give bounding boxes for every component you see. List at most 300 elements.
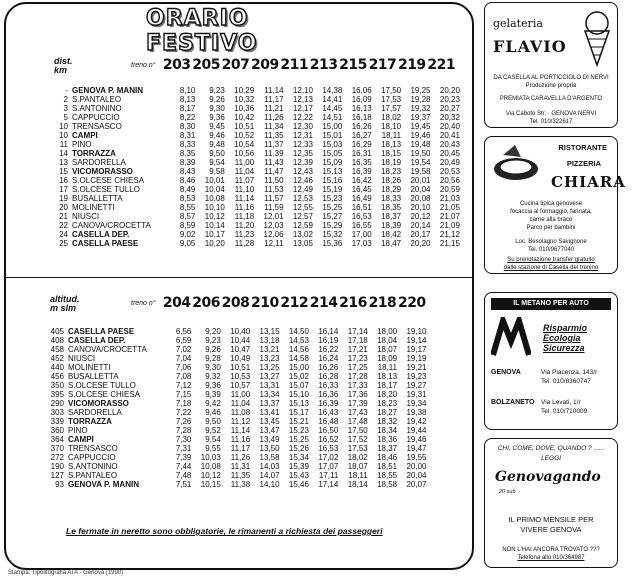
genovagando-brand: Genovagando [495,469,601,485]
timetable-row [54,185,460,194]
row-time: 12,49 [292,185,313,194]
row-time: 11,43 [264,158,284,167]
metano-banner: IL METANO PER AUTO [491,298,611,310]
metano-city-1: GENOVA [491,369,521,376]
row-station: MOLINETTI [68,363,111,372]
flavio-production: Produzione propria [525,83,577,89]
row-time: 7,06 [175,363,192,372]
row-time: 21,03 [439,194,460,203]
row-time: 18,00 [377,327,398,336]
row-station: CANOVA/CROCETTA [72,221,151,230]
row-time: 11,20 [234,221,255,230]
train-number: 210 [251,295,279,311]
row-station: TORRAZZA [72,149,116,158]
row-time: 15,26 [288,444,309,453]
row-time: 13,15 [259,327,280,336]
pizza-plate-icon [491,143,541,183]
row-time: 13,45 [259,417,280,426]
row-time: 15,39 [288,462,309,471]
row-time: 7,18 [175,399,192,408]
row-distance: 452 [50,354,64,363]
row-time: 11,35 [264,131,284,140]
row-station: S.ANTONINO [72,104,122,113]
row-time: 10,47 [230,345,251,354]
train-number: 217 [368,57,397,73]
row-time: 11,10 [234,185,255,194]
ice-cream-cone-icon [579,9,615,69]
train-number: 204 [162,295,191,311]
row-time: 20,32 [439,113,460,122]
row-time: 20,49 [439,158,460,167]
row-station: S.OLCESE CHIESA [68,390,141,399]
row-time: 10,51 [234,122,255,131]
row-time: 14,58 [288,354,309,363]
row-time: 14,38 [322,86,343,95]
chiara-desc-1: Cucina tipica genovese [519,201,583,207]
row-time: 20,17 [410,230,431,239]
row-time: 15,25 [288,435,309,444]
row-time: 21,15 [439,239,460,248]
row-time: 8,17 [179,104,196,113]
train-number: 206 [192,295,220,311]
row-time: 20,20 [439,86,460,95]
row-time: 20,59 [439,185,460,194]
row-time: 11,17 [230,444,251,453]
row-time: 8,43 [179,167,196,176]
row-time: 15,34 [288,453,309,462]
row-time: 16,53 [318,444,339,453]
row-time: 13,50 [259,444,280,453]
row-time: 13,37 [259,399,280,408]
row-time: 13,31 [259,381,280,390]
row-time: 16,39 [351,167,372,176]
row-time: 16,50 [318,426,339,435]
row-time: 16,52 [318,435,339,444]
row-distance: 339 [50,417,64,426]
row-time: 9,50 [205,417,221,426]
row-time: 14,53 [288,336,309,345]
row-time: 17,11 [318,471,339,480]
row-time: 17,33 [347,381,368,390]
row-time: 18,55 [377,471,398,480]
row-time: 13,41 [259,408,280,417]
row-time: 9,50 [209,149,225,158]
row-time: 16,29 [351,140,372,149]
row-time: 19,14 [406,336,427,345]
row-time: 20,40 [439,122,460,131]
row-time: 7,12 [175,381,192,390]
row-time: 16,13 [351,104,372,113]
row-time: 18,29 [381,185,402,194]
row-time: 16,14 [318,327,339,336]
row-distance: 16 [59,176,68,185]
row-time: 17,50 [381,86,402,95]
train-number: 218 [368,295,397,311]
row-time: 19,55 [406,453,427,462]
metano-phone-2: Tel. 010/710009 [541,408,588,415]
row-time: 10,10 [204,203,225,212]
timetable-row [50,417,427,426]
row-time: 19,46 [406,435,427,444]
chiara-desc-4: Parco per bambini [526,225,576,231]
row-time: 9,26 [205,345,221,354]
ad-gelateria-flavio [484,2,618,128]
chiara-kind2: PIZZERIA [566,159,601,168]
row-time: 18,42 [381,230,402,239]
row-time: 15,21 [288,417,309,426]
row-time: 17,43 [347,408,368,417]
row-time: 10,53 [230,372,251,381]
row-time: 19,27 [406,381,427,390]
row-time: 7,04 [175,354,192,363]
row-time: 17,14 [347,327,368,336]
timetable-row [54,149,460,158]
row-time: 15,23 [322,194,343,203]
row-time: 11,12 [230,417,251,426]
row-distance: - [65,86,68,95]
row-time: 11,14 [230,426,251,435]
row-time: 10,57 [230,381,251,390]
row-time: 18,02 [381,113,402,122]
row-time: 12,01 [263,212,284,221]
row-distance: 456 [50,372,64,381]
row-time: 17,39 [347,399,368,408]
row-time: 15,17 [288,408,309,417]
row-time: 20,07 [406,480,427,489]
row-time: 18,10 [381,122,402,131]
timetable-row [54,86,460,95]
row-time: 8,59 [179,221,196,230]
row-time: 10,54 [234,140,255,149]
row-time: 6,59 [175,336,192,345]
row-time: 12,13 [292,95,313,104]
row-time: 15,36 [322,239,343,248]
row-time: 18,27 [377,408,398,417]
timetable-row [54,203,460,212]
row-time: 16,24 [318,354,339,363]
row-distance: 458 [50,345,64,354]
row-time: 10,51 [230,363,251,372]
row-time: 12,46 [292,176,313,185]
row-time: 21,12 [439,230,460,239]
row-time: 18,17 [377,381,398,390]
row-time: 16,09 [351,95,372,104]
row-time: 11,00 [234,158,255,167]
row-time: 18,13 [377,372,398,381]
row-time: 18,58 [377,480,398,489]
row-time: 15,32 [322,230,343,239]
row-time: 16,39 [318,399,339,408]
row-distance: 5 [63,113,68,122]
timetable-row [50,336,427,345]
row-time: 18,46 [377,453,398,462]
row-time: 20,56 [439,176,460,185]
row-time: 20,23 [439,95,460,104]
row-distance: 20 [59,203,68,212]
row-time: 19,37 [410,113,431,122]
row-time: 19,34 [406,399,427,408]
row-time: 17,07 [318,462,339,471]
row-time: 10,56 [234,149,255,158]
row-time: 19,44 [406,426,427,435]
row-time: 10,49 [230,354,251,363]
timetable-row [50,462,427,471]
row-distance: 13 [59,158,68,167]
row-time: 19,21 [406,363,427,372]
row-time: 19,19 [406,354,427,363]
row-station: CASELLA PAESE [72,239,139,248]
timetable-row [54,140,460,149]
row-time: 12,06 [263,230,284,239]
row-time: 20,20 [410,239,431,248]
row-time: 11,07 [234,176,255,185]
row-time: 18,13 [381,140,402,149]
row-time: 11,28 [234,239,255,248]
row-time: 18,37 [381,212,402,221]
row-time: 16,53 [351,212,372,221]
ad-ristorante-chiara [484,136,626,274]
flavio-brand: FLAVIO [493,37,567,56]
row-station: S.PANTALEO [72,95,122,104]
row-time: 18,47 [381,239,402,248]
row-time: 10,08 [204,194,225,203]
genovagando-mensile-2: VIVERE GENOVA [520,525,582,534]
row-time: 12,33 [292,140,313,149]
metano-phone-1: Tel. 010/8360747 [541,378,591,385]
row-time: 17,48 [347,417,368,426]
row-time: 10,20 [204,239,225,248]
row-time: 14,07 [259,471,280,480]
row-time: 18,15 [381,149,402,158]
km-header-line1: dist. [54,56,73,66]
train-number: 213 [309,57,338,73]
chiara-desc-3: carne alla brace [529,217,573,223]
row-time: 11,39 [264,149,284,158]
row-time: 9,52 [205,426,221,435]
row-time: 11,26 [230,453,251,462]
train-number: 203 [162,57,191,73]
timetable-row [54,239,460,248]
row-time: 15,00 [322,122,343,131]
row-time: 21,05 [439,203,460,212]
row-distance: 370 [50,444,64,453]
row-time: 12,11 [264,239,284,248]
row-time: 11,08 [230,408,251,417]
row-time: 9,36 [205,381,221,390]
row-time: 17,25 [347,363,368,372]
row-time: 7,28 [175,426,192,435]
row-time: 10,03 [200,453,221,462]
timetable-row [50,372,427,381]
row-time: 17,18 [347,336,368,345]
row-time: 18,37 [377,444,398,453]
row-time: 18,11 [377,363,398,372]
timetable-row [50,399,427,408]
row-time: 11,59 [264,203,284,212]
row-time: 10,04 [204,185,225,194]
row-time: 11,17 [264,95,284,104]
timetable-row [54,122,460,131]
metano-slogan-2: Ecologia [543,333,581,343]
row-time: 9,28 [205,354,221,363]
row-time: 11,23 [234,230,255,239]
row-time: 15,46 [288,480,309,489]
row-time: 20,04 [406,471,427,480]
row-station: VICOMORASSO [68,399,129,408]
row-distance: 405 [50,327,64,336]
row-time: 12,55 [292,203,313,212]
row-time: 10,36 [234,104,255,113]
timetable-row [50,354,427,363]
row-time: 15,00 [288,363,309,372]
row-distance: 93 [55,480,64,489]
row-time: 7,30 [175,435,192,444]
row-time: 14,45 [322,104,343,113]
flavio-kind: gelateria [493,17,543,30]
row-time: 11,38 [230,480,251,489]
row-time: 11,47 [264,167,284,176]
timetable-row [54,194,460,203]
row-time: 10,12 [200,471,221,480]
row-time: 12,10 [292,86,313,95]
row-station: S.PANTALEO [68,471,118,480]
row-time: 15,05 [322,149,343,158]
row-time: 20,00 [406,462,427,471]
row-time: 18,33 [381,194,402,203]
row-time: 18,51 [377,462,398,471]
row-time: 12,30 [292,122,313,131]
treno-label-2: treno n° [131,300,156,307]
row-time: 13,25 [259,363,280,372]
row-time: 17,36 [347,390,368,399]
timetable-row [54,230,460,239]
row-time: 13,47 [259,426,280,435]
row-time: 7,26 [175,417,192,426]
row-station: TRENSASCO [72,122,122,131]
row-time: 11,34 [264,122,284,131]
row-time: 15,43 [288,471,309,480]
row-station: S.OLCESE TULLO [68,381,136,390]
timetable-row [54,176,460,185]
metano-address-2: Via Levati, 1/r [541,399,581,406]
row-time: 9,55 [205,444,221,453]
km-header-line2: km [54,65,68,75]
row-time: 8,39 [179,158,196,167]
chiara-promo-2: dalle stazione di Casella del trenino [503,265,599,271]
row-distance: 2 [63,95,68,104]
row-time: 16,51 [351,203,372,212]
row-time: 17,53 [381,95,402,104]
row-station: CAPPUCCIO [72,113,120,122]
train-number: 212 [280,295,309,311]
row-time: 9,30 [209,104,225,113]
row-time: 7,48 [175,471,192,480]
row-time: 10,17 [204,230,225,239]
row-time: 13,21 [259,345,280,354]
row-time: 9,46 [209,131,225,140]
row-time: 12,57 [292,212,313,221]
genovagando-mensile-1: IL PRIMO MENSILE PER [508,515,594,524]
train-number: 209 [251,57,279,73]
metano-logo-icon [491,317,531,357]
row-time: 17,50 [347,426,368,435]
flavio-slogan: DA CASELLA AL PORTICCIOLO DI NERVI [493,75,609,81]
row-time: 9,39 [205,390,221,399]
row-distance: 11 [59,140,68,149]
altitude-header [50,295,80,313]
row-time: 19,23 [406,372,427,381]
row-time: 16,33 [318,381,339,390]
timetable-row [54,221,460,230]
row-station: TORRAZZA [68,417,112,426]
timetable-row [50,435,427,444]
print-credit: Stampa: Tipolitografia ATA - Genova (1990) [8,570,124,576]
row-time: 13,49 [259,435,280,444]
row-time: 9,05 [179,239,196,248]
row-distance: 272 [50,453,64,462]
row-time: 15,19 [322,185,343,194]
flavio-award: PREMIATA CARAVELLA D'ARGENTO [499,96,603,102]
altitude-header-line1: altitud. [50,294,80,304]
row-time: 16,26 [318,363,339,372]
row-time: 16,35 [351,158,372,167]
row-time: 18,07 [347,462,368,471]
row-time: 17,00 [351,230,372,239]
row-time: 16,55 [351,221,372,230]
row-time: 8,10 [179,86,196,95]
row-time: 17,53 [347,444,368,453]
row-time: 19,28 [410,95,431,104]
row-time: 18,23 [381,167,402,176]
row-station: S.ANTONINO [68,462,118,471]
timetable-row [50,426,427,435]
row-time: 20,04 [410,185,431,194]
row-station: BUSALLETTA [68,372,119,381]
row-time: 19,10 [406,327,427,336]
row-time: 16,27 [351,131,372,140]
row-station: S.OLCESE TULLO [72,185,140,194]
row-time: 16,31 [351,149,372,158]
row-time: 19,48 [410,140,431,149]
return-timetable [50,327,427,489]
page-title: ORARIO FESTIVO [146,6,258,56]
row-time: 18,19 [381,158,402,167]
row-time: 11,35 [230,471,251,480]
row-time: 14,10 [259,480,280,489]
row-time: 12,17 [292,104,313,113]
row-time: 19,47 [406,444,427,453]
row-time: 8,13 [179,95,196,104]
metano-address-1: Via Piacenza, 143/r [541,369,598,376]
row-time: 6,56 [175,327,192,336]
row-distance: 3 [63,104,68,113]
row-time: 15,23 [288,426,309,435]
metano-slogan-1: Risparmio [543,323,588,333]
row-time: 16,06 [351,86,372,95]
timetable-row [50,471,427,480]
row-time: 9,54 [205,435,221,444]
row-distance: 17 [59,185,68,194]
row-distance: 22 [59,221,68,230]
row-time: 15,16 [322,176,343,185]
row-station: MOLINETTI [72,203,115,212]
row-time: 20,27 [439,104,460,113]
row-time: 10,08 [200,462,221,471]
genovagando-leggi: LEGGI [541,455,561,462]
row-time: 7,08 [175,372,192,381]
row-time: 16,48 [318,417,339,426]
row-time: 16,26 [351,122,372,131]
